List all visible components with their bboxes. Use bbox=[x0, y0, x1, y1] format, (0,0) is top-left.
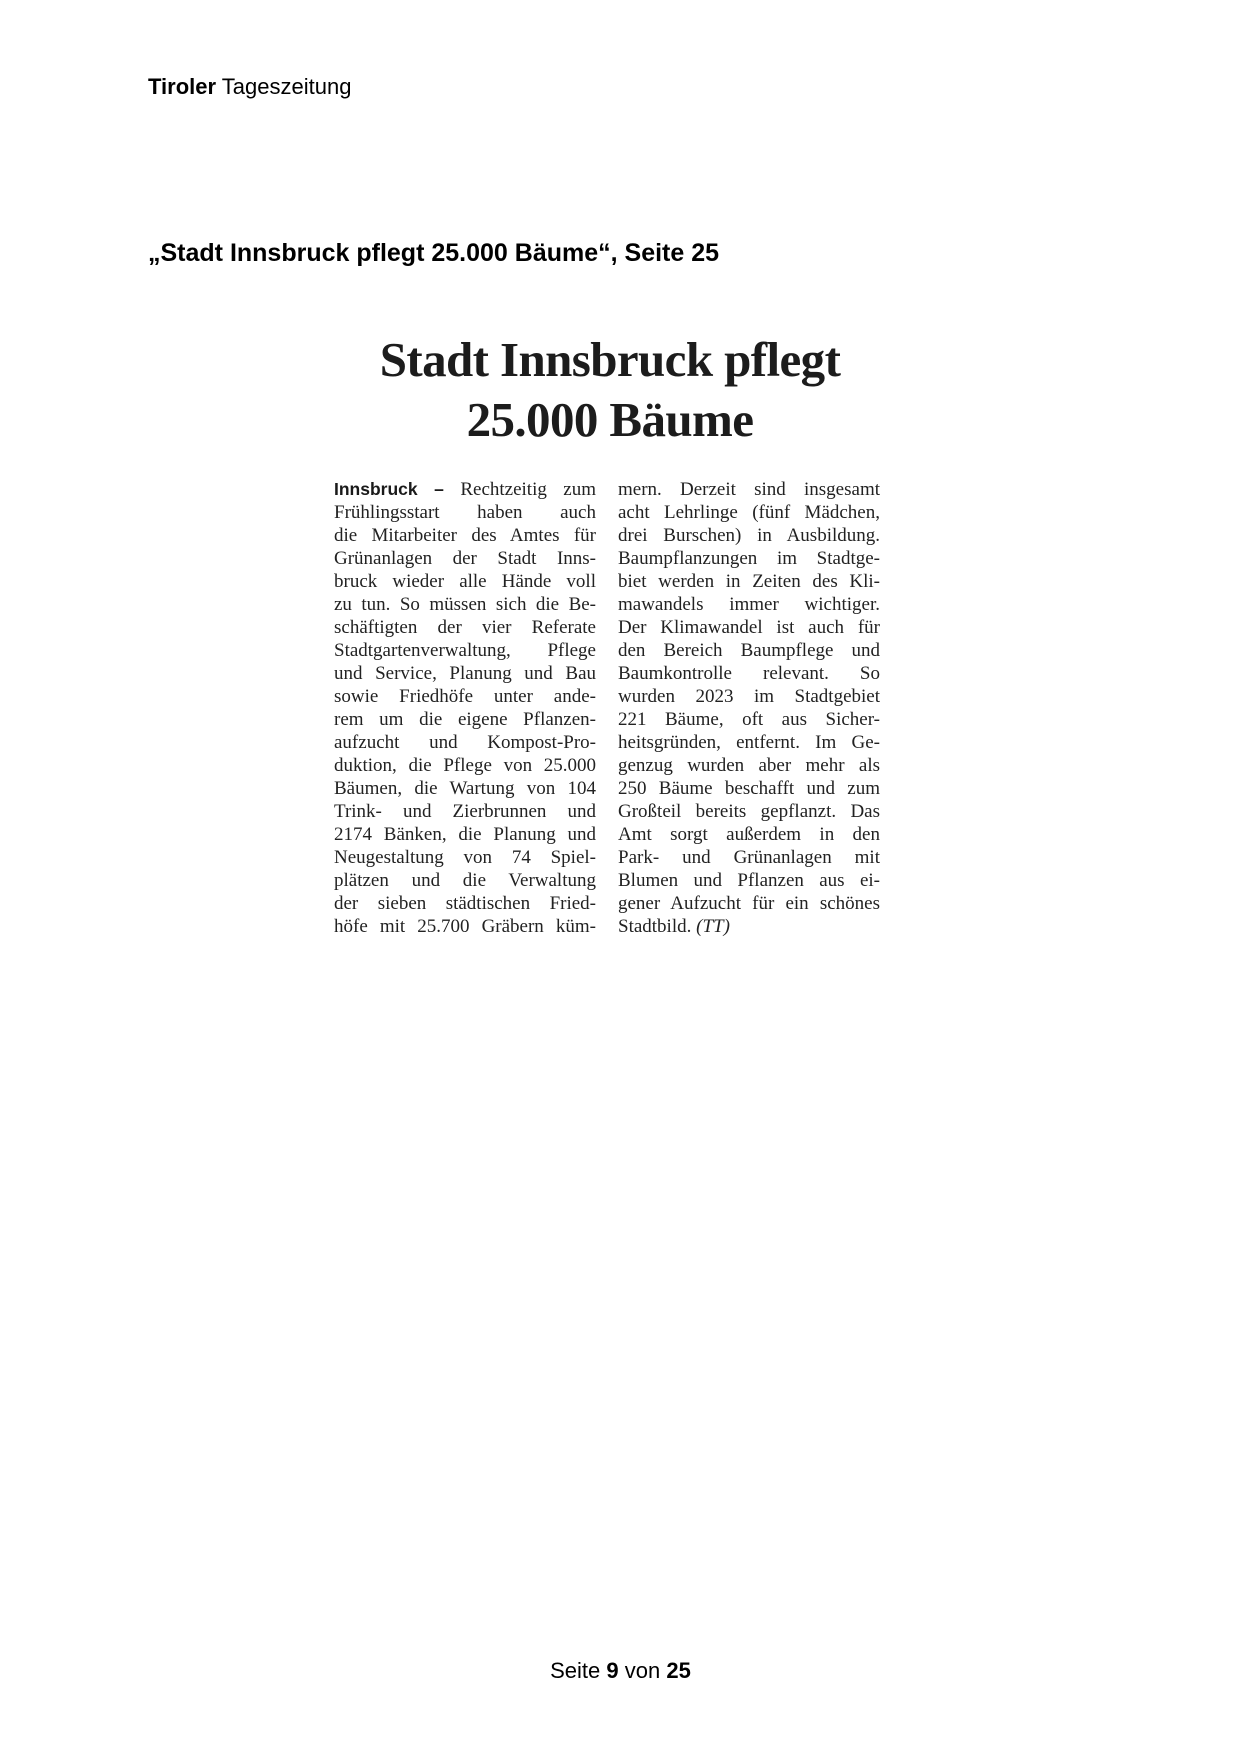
headline-line-1: Stadt Innsbruck pflegt bbox=[379, 332, 841, 387]
body-line: acht Lehrlinge (fünf Mädchen, bbox=[618, 502, 880, 523]
body-line: der sieben städtischen Fried- bbox=[334, 893, 596, 914]
body-line-text: Rechtzeitig zum bbox=[460, 479, 596, 500]
body-line: bruck wieder alle Hände voll bbox=[334, 571, 596, 592]
publication-name-bold: Tiroler bbox=[148, 74, 217, 99]
article-credit: (TT) bbox=[696, 916, 730, 937]
body-line bbox=[334, 478, 596, 501]
body-line: heitsgründen, entfernt. Im Ge- bbox=[618, 732, 880, 753]
page-number-footer bbox=[0, 1658, 1241, 1684]
body-line: 221 Bäume, oft aus Sicher- bbox=[618, 709, 880, 730]
body-line: Bäumen, die Wartung von 104 bbox=[334, 778, 596, 799]
body-line: zu tun. So müssen sich die Be- bbox=[334, 594, 596, 615]
footer-of: von bbox=[624, 1658, 661, 1683]
body-line: mern. Derzeit sind insgesamt bbox=[618, 479, 880, 500]
newspaper-clipping bbox=[330, 330, 890, 937]
body-line: aufzucht und Kompost-Pro- bbox=[334, 732, 596, 753]
publication-name bbox=[148, 74, 351, 100]
footer-prefix: Seite bbox=[550, 1658, 601, 1683]
body-line: Baumpflanzungen im Stadtge- bbox=[618, 548, 880, 569]
article-dateline: Innsbruck – bbox=[334, 479, 444, 499]
body-line: Baumkontrolle relevant. So bbox=[618, 663, 880, 684]
body-line: Park- und Grünanlagen mit bbox=[618, 847, 880, 868]
body-line: Neugestaltung von 74 Spiel- bbox=[334, 847, 596, 868]
body-line: duktion, die Pflege von 25.000 bbox=[334, 755, 596, 776]
body-line: Amt sorgt außerdem in den bbox=[618, 824, 880, 845]
body-line: wurden 2023 im Stadtgebiet bbox=[618, 686, 880, 707]
body-line: Trink- und Zierbrunnen und bbox=[334, 801, 596, 822]
body-line: Stadtgartenverwaltung, Pflege bbox=[334, 640, 596, 661]
body-line: mawandels immer wichtiger. bbox=[618, 594, 880, 615]
body-line: höfe mit 25.700 Gräbern küm- bbox=[334, 916, 596, 937]
body-line-text: Stadtbild. bbox=[618, 916, 692, 937]
body-line: den Bereich Baumpflege und bbox=[618, 640, 880, 661]
body-line: die Mitarbeiter des Amtes für bbox=[334, 525, 596, 546]
article-column-left bbox=[334, 478, 596, 938]
article-headline bbox=[330, 330, 890, 450]
current-page-number: 9 bbox=[606, 1658, 619, 1683]
total-page-count: 25 bbox=[666, 1658, 691, 1683]
body-line: rem um die eigene Pflanzen- bbox=[334, 709, 596, 730]
body-line: schäftigten der vier Referate bbox=[334, 617, 596, 638]
body-line bbox=[618, 915, 880, 938]
body-line: 2174 Bänken, die Planung und bbox=[334, 824, 596, 845]
body-line: Der Klimawandel ist auch für bbox=[618, 617, 880, 638]
body-line: plätzen und die Verwaltung bbox=[334, 870, 596, 891]
body-line: genzug wurden aber mehr als bbox=[618, 755, 880, 776]
publication-name-rest: Tageszeitung bbox=[221, 74, 352, 99]
headline-line-2: 25.000 Bäume bbox=[466, 392, 754, 447]
body-line: drei Burschen) in Ausbildung. bbox=[618, 525, 880, 546]
body-line: und Service, Planung und Bau bbox=[334, 663, 596, 684]
article-column-right bbox=[618, 478, 880, 938]
article-citation: „Stadt Innsbruck pflegt 25.000 Bäume“, Seite 25 bbox=[148, 239, 720, 267]
body-line: Frühlingsstart haben auch bbox=[334, 502, 596, 523]
body-line: Blumen und Pflanzen aus ei- bbox=[618, 870, 880, 891]
body-line: Grünanlagen der Stadt Inns- bbox=[334, 548, 596, 569]
body-line: gener Aufzucht für ein schönes bbox=[618, 893, 880, 914]
body-line: sowie Friedhöfe unter ande- bbox=[334, 686, 596, 707]
article-body bbox=[334, 478, 880, 938]
body-line: 250 Bäume beschafft und zum bbox=[618, 778, 880, 799]
body-line: Großteil bereits gepflanzt. Das bbox=[618, 801, 880, 822]
body-line: biet werden in Zeiten des Kli- bbox=[618, 571, 880, 592]
